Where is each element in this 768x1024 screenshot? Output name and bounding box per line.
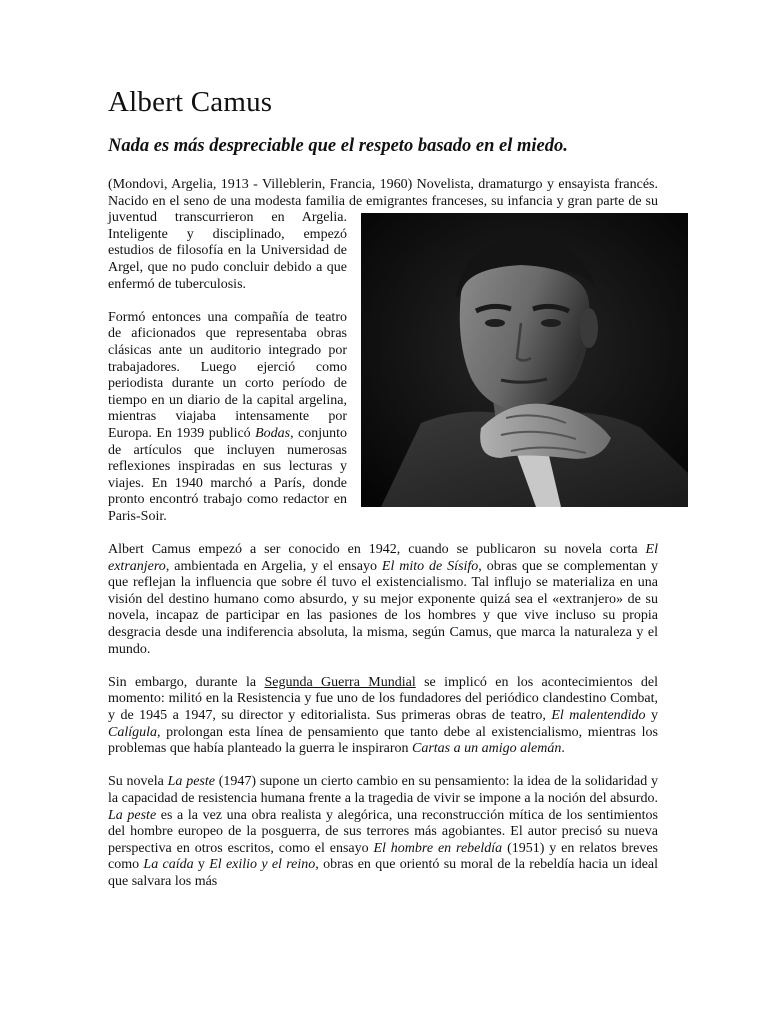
p5-text-b: (1947) supone un cierto cambio en su pensamiento: la idea de la solidaridad y la capacidad de resistencia humana frente a la tragedia de vivir se impone a la noción del absurdo. (108, 774, 658, 806)
biography-body (108, 177, 658, 907)
title-caida: La caída (143, 857, 194, 873)
title-rebeldia: El hombre en rebeldía (373, 840, 503, 856)
title-cartas: Cartas a un amigo alemán (412, 741, 562, 757)
quote-heading: Nada es más despreciable que el respeto basado en el miedo. (108, 136, 568, 156)
paragraph-3 (108, 542, 658, 658)
page-title: Albert Camus (108, 86, 273, 118)
p4-text-c: y (645, 708, 658, 723)
p5-text-d: (1951) y en relatos breves como (108, 840, 658, 873)
p5-text-f: , obras en que orientó su moral de la rebeldía hacia un ideal que salvara los más (108, 857, 659, 889)
p4-text-a: Sin embargo, durante la (108, 674, 265, 690)
title-bodas: Bodas (255, 425, 291, 441)
p4-text-b: se implicó en los acontecimientos del momento: militó en la Resistencia y fue uno de los fundadores del periódico clandestino Combat, y de 1945 a 1947, su director y editorialista. Sus primeras obras de teatro, (108, 674, 658, 723)
title-peste-2: La peste (108, 807, 157, 823)
p1-wrap: y gran parte de su juventud transcurrieron en Argelia. Inteligente y disciplinado, empezó estudios de filosofía en la Universidad de Argel, que no pudo concluir debido a que enfermó de tuberculosis. (108, 193, 658, 292)
p2-text-b: , conjunto de artículos que incluyen numerosas reflexiones inspiradas en sus lecturas y viajes. En 1940 marchó a París, donde pronto encontró trabajo como redactor en Paris-Soir. (108, 425, 347, 524)
paragraph-4 (108, 675, 658, 758)
p2-text-a: Formó entonces una compañía de teatro de aficionados que representaba obras clásicas ante un auditorio integrado por trabajadores. Luego ejerció como periodista durante un corto período de tiempo en un diario de la capital argelina, mientras viajaba intensamente por Europa. En 1939 publicó (108, 309, 347, 441)
portrait-photo (361, 213, 688, 507)
p5-text-a: Su novela (108, 774, 168, 790)
title-exilio: El exilio y el reino (209, 857, 316, 873)
title-peste: La peste (167, 774, 215, 790)
p4-text-e: . (561, 741, 565, 757)
portrait-image (361, 213, 688, 507)
title-extranjero: El extranjero (108, 542, 658, 574)
p1-intro: (Mondovi, Argelia, 1913 - Villeblerin, Francia, 1960) Novelista, dramaturgo y ensayista francés. Nacido en el seno de una modesta familia de emigrantes franceses, su infancia (108, 177, 658, 209)
p3-text-c: , obras que se complementan y que reflejan la influencia que sobre él tuvo el existencialismo. Tal influjo se materializa en una visión del destino humano como absurdo, y su mejor exponente quizá sea el «extranjero» de su novela, incapaz de participar en las pasiones de los hombres y que vive incluso su propia desgracia desde una indiferencia absoluta, la misma, según Camus, que marca la naturaleza y el mundo. (108, 558, 658, 657)
p3-text-b: , ambientada en Argelia, y el ensayo (165, 558, 382, 574)
title-caligula: Calígula (108, 724, 158, 740)
paragraph-1 (108, 177, 658, 293)
title-sisifo: El mito de Sísifo (381, 558, 479, 574)
p4-text-d: , prolongan esta línea de pensamiento que tanto debe al existencialismo, mientras los problemas que había planteado la guerra le inspiraron (108, 724, 658, 757)
p3-text-a: Albert Camus empezó a ser conocido en 1942, cuando se publicaron su novela corta (108, 542, 646, 558)
wwii-link[interactable]: Segunda Guerra Mundial (264, 674, 416, 690)
p5-text-e: y (193, 857, 210, 873)
title-malentendido: El malentendido (551, 708, 646, 723)
paragraph-5 (108, 774, 658, 890)
p5-text-c: es a la vez una obra realista y alegórica, una reconstrucción mítica de los sentimientos del hombre europeo de la posguerra, de sus terrores más agobiantes. El autor precisó su nueva perspectiva en otros escritos, como el ensayo (108, 807, 658, 856)
